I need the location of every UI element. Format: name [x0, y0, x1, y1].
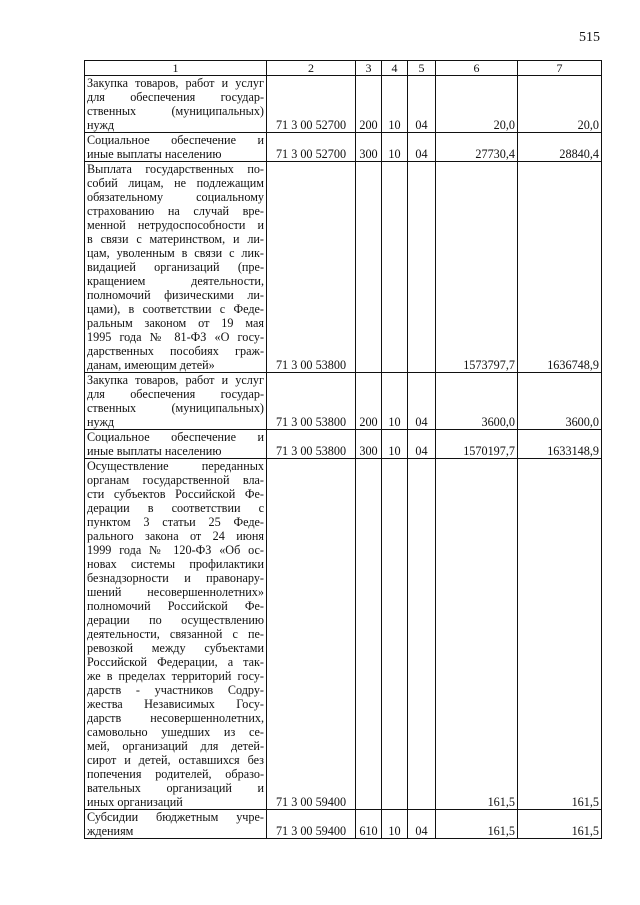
- expense-type-cell: 200: [356, 373, 382, 430]
- amount-year1-cell: 161,5: [436, 810, 518, 839]
- table-row: [85, 810, 602, 839]
- target-code-cell: 71 3 00 53800: [267, 373, 356, 430]
- row-name-line: полномочий Российской Фе-: [87, 599, 264, 613]
- row-name-line: менной нетрудоспособности и: [87, 218, 264, 232]
- row-name-line: ственных (муниципальных): [87, 104, 264, 118]
- expense-type-cell: 200: [356, 76, 382, 133]
- row-name-line: нужд: [87, 118, 115, 132]
- expense-type-cell: 300: [356, 133, 382, 162]
- row-name-line: ственных (муниципальных): [87, 401, 264, 415]
- section-cell: 10: [382, 430, 408, 459]
- page-number: 515: [579, 30, 600, 45]
- section-cell: [382, 162, 408, 373]
- subsection-cell: [408, 459, 436, 810]
- row-name-line: шений несовершеннолетних»: [87, 585, 264, 599]
- section-cell: [382, 459, 408, 810]
- amount-year2-cell: 161,5: [518, 459, 602, 810]
- target-code-cell: 71 3 00 52700: [267, 76, 356, 133]
- table-row: [85, 133, 602, 162]
- row-name-line: безнадзорности и правонару-: [87, 571, 264, 585]
- table-row: [85, 76, 602, 133]
- amount-year1-cell: 1573797,7: [436, 162, 518, 373]
- subsection-cell: [408, 162, 436, 373]
- target-code-cell: 71 3 00 59400: [267, 810, 356, 839]
- row-name-line: Закупка товаров, работ и услуг: [87, 373, 264, 387]
- amount-year2-cell: 1633148,9: [518, 430, 602, 459]
- row-name-line: Закупка товаров, работ и услуг: [87, 76, 264, 90]
- subsection-cell: 04: [408, 76, 436, 133]
- amount-year2-cell: 28840,4: [518, 133, 602, 162]
- section-cell: 10: [382, 373, 408, 430]
- section-cell: 10: [382, 810, 408, 839]
- row-name-line: данам, имеющим детей»: [87, 358, 215, 372]
- target-code-cell: 71 3 00 59400: [267, 459, 356, 810]
- row-name-line: мей, организаций для детей-: [87, 739, 264, 753]
- row-name-cell: [85, 430, 267, 459]
- row-name-cell: [85, 459, 267, 810]
- table-header-row: [85, 61, 602, 76]
- table-row: [85, 459, 602, 810]
- amount-year1-cell: 1570197,7: [436, 430, 518, 459]
- row-name-cell: [85, 76, 267, 133]
- row-name-line: дарств - участников Содру-: [87, 683, 264, 697]
- row-name-line: деятельности, связанной с пе-: [87, 627, 264, 641]
- row-name-line: рального закона от 24 июня: [87, 529, 264, 543]
- row-name-line: дерации по осуществлению: [87, 613, 264, 627]
- expense-type-cell: [356, 162, 382, 373]
- row-name-line: самовольно ушедших из се-: [87, 725, 264, 739]
- budget-table: [84, 60, 602, 839]
- amount-year2-cell: 3600,0: [518, 373, 602, 430]
- row-name-line: полномочий физическими ли-: [87, 288, 264, 302]
- row-name-line: Субсидии бюджетным учре-: [87, 810, 264, 824]
- subsection-cell: 04: [408, 133, 436, 162]
- row-name-line: нужд: [87, 415, 115, 429]
- target-code-cell: 71 3 00 53800: [267, 430, 356, 459]
- section-cell: 10: [382, 76, 408, 133]
- amount-year1-cell: 20,0: [436, 76, 518, 133]
- section-cell: 10: [382, 133, 408, 162]
- row-name-line: страхованию на случай вре-: [87, 204, 264, 218]
- subsection-cell: 04: [408, 373, 436, 430]
- row-name-line: цами), в соответствии с Феде-: [87, 302, 264, 316]
- row-name-cell: [85, 810, 267, 839]
- expense-type-cell: 300: [356, 430, 382, 459]
- row-name-line: новах системы профилактики: [87, 557, 264, 571]
- row-name-cell: [85, 373, 267, 430]
- column-header: 1: [85, 61, 267, 76]
- row-name-line: цам, уволенным в связи с лик-: [87, 246, 264, 260]
- row-name-line: дерации в соответствии с: [87, 501, 264, 515]
- row-name-line: обязательному социальному: [87, 190, 264, 204]
- row-name-line: Осуществление переданных: [87, 459, 264, 473]
- row-name-line: дарственных пособиях граж-: [87, 344, 264, 358]
- table-row: [85, 373, 602, 430]
- column-header: 4: [382, 61, 408, 76]
- row-name-line: сирот и детей, оставшихся без: [87, 753, 264, 767]
- row-name-line: Социальное обеспечение и: [87, 430, 264, 444]
- amount-year2-cell: 161,5: [518, 810, 602, 839]
- expense-type-cell: [356, 459, 382, 810]
- amount-year1-cell: 27730,4: [436, 133, 518, 162]
- column-header: 2: [267, 61, 356, 76]
- row-name-line: для обеспечения государ-: [87, 387, 264, 401]
- amount-year2-cell: 1636748,9: [518, 162, 602, 373]
- row-name-line: Выплата государственных по-: [87, 162, 264, 176]
- row-name-line: иные выплаты населению: [87, 147, 222, 161]
- row-name-line: кращением деятельности,: [87, 274, 264, 288]
- row-name-line: ральным законом от 19 мая: [87, 316, 264, 330]
- column-header: 3: [356, 61, 382, 76]
- amount-year2-cell: 20,0: [518, 76, 602, 133]
- amount-year1-cell: 161,5: [436, 459, 518, 810]
- row-name-line: иных организаций: [87, 795, 183, 809]
- row-name-line: органам государственной вла-: [87, 473, 264, 487]
- row-name-line: дарств несовершеннолетних,: [87, 711, 264, 725]
- row-name-line: пунктом 3 статьи 25 Феде-: [87, 515, 264, 529]
- row-name-line: сти субъектов Российской Фе-: [87, 487, 264, 501]
- column-header: 7: [518, 61, 602, 76]
- row-name-line: вательных организаций и: [87, 781, 264, 795]
- row-name-line: 1995 года № 81-ФЗ «О госу-: [87, 330, 264, 344]
- row-name-line: ждениям: [87, 824, 134, 838]
- subsection-cell: 04: [408, 430, 436, 459]
- amount-year1-cell: 3600,0: [436, 373, 518, 430]
- row-name-line: в связи с материнством, и ли-: [87, 232, 264, 246]
- row-name-line: собий лицам, не подлежащим: [87, 176, 264, 190]
- column-header: 5: [408, 61, 436, 76]
- row-name-line: иные выплаты населению: [87, 444, 222, 458]
- row-name-line: попечения родителей, образо-: [87, 767, 264, 781]
- row-name-line: видацией организаций (пре-: [87, 260, 264, 274]
- row-name-line: же в пределах территорий госу-: [87, 669, 264, 683]
- row-name-line: для обеспечения государ-: [87, 90, 264, 104]
- row-name-line: ревозкой между субъектами: [87, 641, 264, 655]
- row-name-line: жества Независимых Госу-: [87, 697, 264, 711]
- table-row: [85, 162, 602, 373]
- row-name-line: 1999 года № 120-ФЗ «Об ос-: [87, 543, 264, 557]
- row-name-line: Российской Федерации, а так-: [87, 655, 264, 669]
- expense-type-cell: 610: [356, 810, 382, 839]
- subsection-cell: 04: [408, 810, 436, 839]
- table-row: [85, 430, 602, 459]
- column-header: 6: [436, 61, 518, 76]
- row-name-cell: [85, 133, 267, 162]
- row-name-cell: [85, 162, 267, 373]
- row-name-line: Социальное обеспечение и: [87, 133, 264, 147]
- target-code-cell: 71 3 00 52700: [267, 133, 356, 162]
- target-code-cell: 71 3 00 53800: [267, 162, 356, 373]
